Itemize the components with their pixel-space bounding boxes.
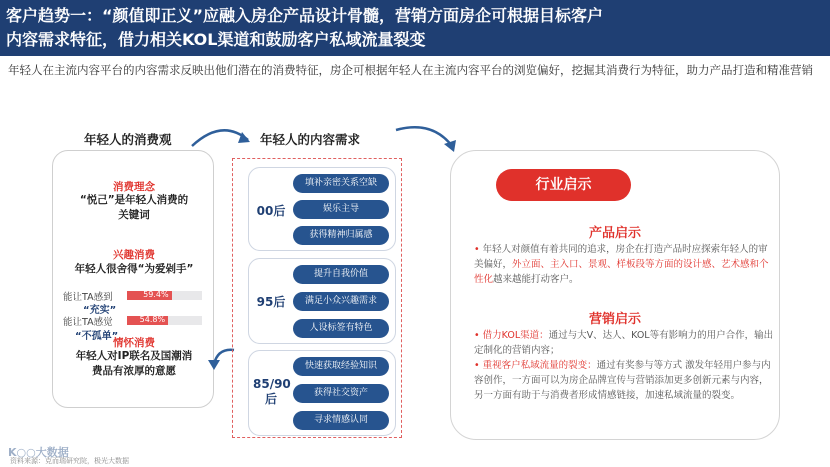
kol-text: 通过与大V、达人、KOL等有影响力的用户合作，输出定制化的营销内容；: [474, 330, 774, 356]
content-need-pill: 寻求情感认同: [293, 411, 389, 430]
footer-logo: K○○大数据: [8, 446, 69, 459]
private-traffic-text: 通过有奖参与等方式 激发年轻用户参与内容创作，一方面可以为房企品牌宣传与营销添加更多创新元素与内容，另一方面有助于与消费者形成情感链接，加速私域流量的裂变。: [474, 360, 771, 401]
curved-arrow-right-icon: [392, 124, 462, 154]
generation-group-00: [248, 167, 396, 251]
consumption-concept-text: “悦己”是年轻人消费的关键词: [79, 194, 189, 221]
stat-bar-2: [127, 316, 202, 325]
generation-group-85-90: [248, 350, 396, 436]
kol-highlight: 借力KOL渠道：: [482, 330, 549, 341]
stat-label-1: 能让TA感到: [63, 292, 113, 303]
page-subtitle: 年轻人在主流内容平台的内容需求反映出他们潜在的消费特征，房企可根据年轻人在主流内容平台的浏览偏好，挖掘其消费行为特征，助力产品打造和精准营销: [8, 63, 813, 77]
content-need-pill: 人设标签有特色: [293, 319, 389, 338]
stat-label-2: 能让TA感觉: [63, 317, 113, 328]
product-insight-text: [474, 242, 774, 287]
bullet-icon: •: [474, 330, 483, 341]
content-demand-title: 年轻人的内容需求: [260, 132, 361, 147]
generation-label: 85/90后: [253, 377, 291, 406]
curved-arrow-icon: [188, 124, 258, 150]
content-need-pill: 快速获取经验知识: [293, 357, 389, 376]
generation-label: 00后: [256, 204, 286, 218]
product-insight-tail: 越来越能打动客户。: [493, 274, 579, 285]
product-insight-highlight: 外立面、主入口、景观、样板段等方面的设计感、艺术感和个性化: [474, 259, 769, 285]
stat-quote-1: “充实”: [83, 305, 117, 316]
content-need-pill: 娱乐主导: [293, 200, 389, 219]
content-need-pill: 填补亲密关系空缺: [293, 174, 389, 193]
interest-consumption-text: 年轻人很舍得“为爱剁手”: [74, 263, 194, 275]
consumption-view-panel: [52, 150, 214, 408]
page-title: [6, 4, 826, 52]
stat-quote-2: “不孤单”: [75, 331, 119, 342]
stat-bar-1: [127, 291, 202, 300]
title-line-1: 客户趋势一：“颜值即正义”应融入房企产品设计骨髓，营销方面房企可根据目标客户: [6, 6, 604, 25]
nostalgia-consumption-text: 年轻人对IP联名及国潮消费品有浓厚的意愿: [75, 350, 193, 377]
industry-insight-badge: 行业启示: [496, 169, 631, 201]
stat-bar-fill-2: [127, 316, 168, 325]
title-line-2: 内容需求特征，借力相关KOL渠道和鼓励客户私域流量裂变: [6, 30, 426, 49]
marketing-insight-heading: 营销启示: [588, 312, 641, 327]
generation-group-95: [248, 258, 396, 344]
content-need-pill: 获得社交资产: [293, 384, 389, 403]
marketing-insight-kol: [474, 328, 774, 358]
bullet-icon: •: [474, 244, 483, 255]
private-traffic-highlight: 重视客户私域流量的裂变：: [482, 360, 597, 371]
content-need-pill: 提升自我价值: [293, 265, 389, 284]
product-insight-heading: 产品启示: [588, 226, 641, 241]
interest-consumption-heading: 兴趣消费: [113, 249, 155, 261]
nostalgia-consumption-heading: 情怀消费: [113, 337, 155, 349]
product-insight-plain: 年轻人对颜值有着共同的追求，房企在打造产品时应探索年轻人的审美偏好，: [474, 244, 768, 270]
content-need-pill: 获得精神归属感: [293, 226, 389, 245]
source-note: 资料来源：克而瑞研究院，极光大数据: [10, 457, 129, 465]
consumption-concept-heading: 消费理念: [113, 181, 155, 193]
consumption-view-title: 年轻人的消费观: [84, 132, 172, 147]
stat-value-2: 54.8%: [139, 315, 166, 324]
generation-label: 95后: [256, 295, 286, 309]
content-need-pill: 满足小众兴趣需求: [293, 292, 389, 311]
bullet-icon: •: [474, 360, 483, 371]
stat-bar-fill-1: [127, 291, 172, 300]
marketing-insight-private-traffic: [474, 358, 774, 403]
stat-value-1: 59.4%: [143, 290, 169, 299]
